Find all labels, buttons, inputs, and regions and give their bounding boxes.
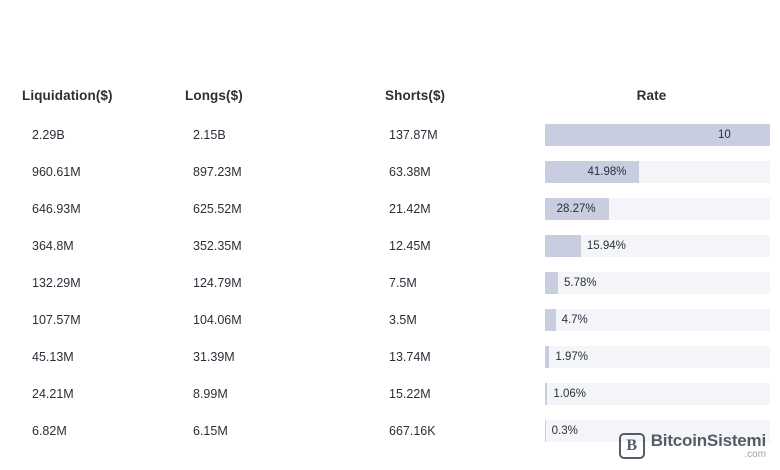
cell-liquidation: 132.29M — [32, 275, 81, 290]
cell-shorts: 63.38M — [389, 164, 431, 179]
rate-bar-track — [545, 272, 770, 294]
cell-rate — [545, 309, 780, 331]
rate-bar-fill — [545, 235, 581, 257]
cell-longs: 31.39M — [193, 349, 235, 364]
column-header-liquidation: Liquidation($) — [22, 87, 113, 103]
cell-shorts: 667.16K — [389, 423, 436, 438]
cell-longs: 104.06M — [193, 312, 242, 327]
cell-shorts: 13.74M — [389, 349, 431, 364]
cell-longs: 8.99M — [193, 386, 228, 401]
table-row — [0, 116, 780, 153]
watermark-text — [651, 432, 766, 460]
rate-bar-label: 4.7% — [561, 313, 588, 326]
rate-bar-label: 10 — [718, 128, 731, 141]
table-body — [0, 116, 780, 449]
cell-liquidation: 2.29B — [32, 127, 65, 142]
table-row — [0, 227, 780, 264]
table-row — [0, 153, 780, 190]
cell-rate — [545, 161, 780, 183]
table-row — [0, 264, 780, 301]
cell-liquidation: 24.21M — [32, 386, 74, 401]
cell-longs: 352.35M — [193, 238, 242, 253]
watermark-mark: B — [626, 437, 638, 454]
rate-bar-track — [545, 161, 770, 183]
rate-bar-track — [545, 383, 770, 405]
cell-liquidation: 960.61M — [32, 164, 81, 179]
cell-liquidation: 6.82M — [32, 423, 67, 438]
cell-longs: 6.15M — [193, 423, 228, 438]
rate-bar-label: 1.06% — [553, 387, 586, 400]
rate-bar-fill — [545, 420, 546, 442]
rate-bar-label: 41.98% — [587, 165, 627, 178]
cell-shorts: 12.45M — [389, 238, 431, 253]
rate-bar-fill — [545, 272, 558, 294]
rate-bar-fill — [545, 346, 549, 368]
cell-longs: 124.79M — [193, 275, 242, 290]
cell-rate — [545, 198, 780, 220]
rate-bar-track — [545, 198, 770, 220]
watermark — [619, 432, 766, 460]
rate-bar-label: 15.94% — [586, 239, 626, 252]
cell-shorts: 21.42M — [389, 201, 431, 216]
cell-rate — [545, 383, 780, 405]
table-row — [0, 338, 780, 375]
cell-shorts: 3.5M — [389, 312, 417, 327]
rate-bar-fill — [545, 309, 556, 331]
cell-rate — [545, 235, 780, 257]
cell-shorts: 137.87M — [389, 127, 438, 142]
watermark-name: BitcoinSistemi — [650, 431, 766, 450]
cell-shorts: 15.22M — [389, 386, 431, 401]
watermark-suffix: .com — [744, 449, 766, 460]
cell-liquidation: 646.93M — [32, 201, 81, 216]
rate-bar-track — [545, 346, 770, 368]
cell-longs: 2.15B — [193, 127, 226, 142]
rate-bar-fill — [545, 124, 770, 146]
cell-longs: 897.23M — [193, 164, 242, 179]
cell-shorts: 7.5M — [389, 275, 417, 290]
column-header-longs: Longs($) — [185, 87, 243, 103]
column-header-rate: Rate — [636, 87, 667, 103]
rate-bar-label: 28.27% — [556, 202, 596, 215]
table-header-row — [0, 74, 780, 116]
rate-bar-track — [545, 124, 770, 146]
column-header-shorts: Shorts($) — [385, 87, 446, 103]
cell-liquidation: 45.13M — [32, 349, 74, 364]
rate-bar-fill — [545, 383, 547, 405]
cell-rate — [545, 124, 780, 146]
rate-bar-label: 1.97% — [555, 350, 589, 363]
rate-bar-track — [545, 309, 770, 331]
cell-rate — [545, 272, 780, 294]
cell-liquidation: 107.57M — [32, 312, 81, 327]
cell-rate — [545, 346, 780, 368]
table-row — [0, 375, 780, 412]
rate-bar-label: 5.78% — [564, 276, 597, 289]
table-row — [0, 301, 780, 338]
bitcoin-logo-icon — [619, 433, 645, 459]
cell-longs: 625.52M — [193, 201, 242, 216]
cell-liquidation: 364.8M — [32, 238, 74, 253]
rate-bar-track — [545, 235, 770, 257]
table-row — [0, 190, 780, 227]
liquidation-table — [0, 74, 780, 449]
rate-bar-label: 0.3% — [551, 424, 578, 437]
